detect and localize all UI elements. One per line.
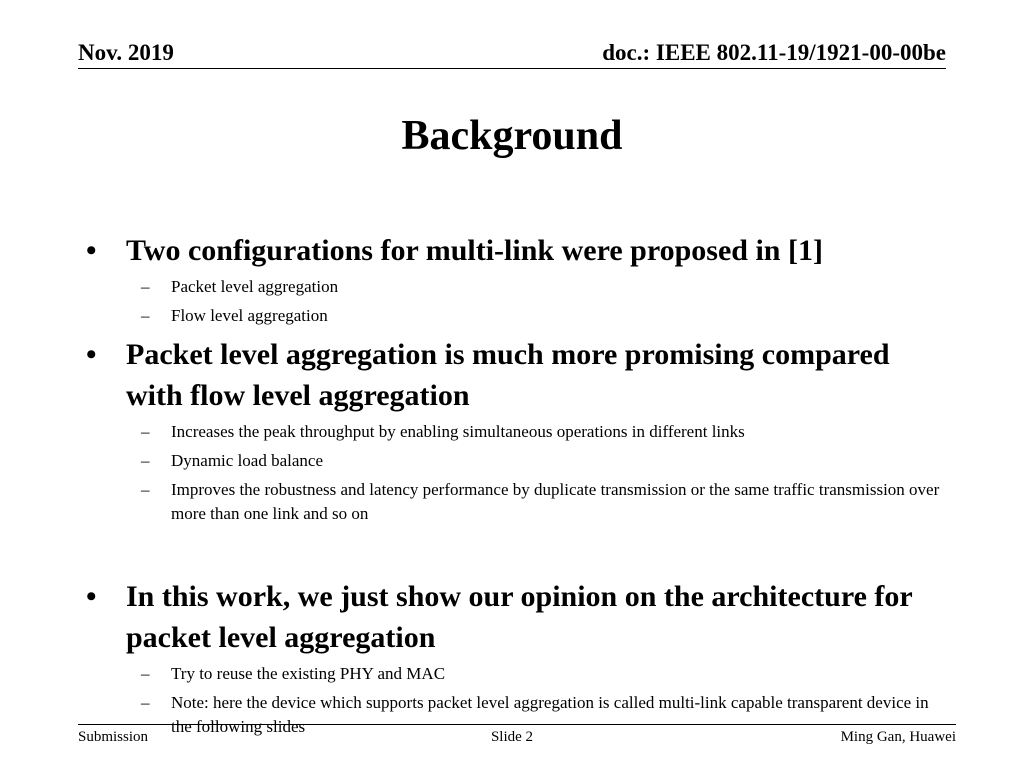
sub-item-text: Increases the peak throughput by enabling simultaneous operations in different links (171, 422, 745, 441)
sub-item (86, 304, 946, 328)
dash-icon: – (141, 277, 150, 296)
sub-item (86, 478, 946, 526)
bullet-3-subs (86, 662, 946, 739)
bullet-3 (86, 576, 946, 658)
footer-slide-number: Slide 2 (490, 729, 534, 745)
bullet-1 (86, 230, 946, 271)
bullet-2-subs (86, 420, 946, 526)
sub-item-text: Try to reuse the existing PHY and MAC (171, 664, 446, 683)
bullet-2-text: Packet level aggregation is much more promising compared with flow level aggregation (126, 338, 890, 412)
bullet-3-text: In this work, we just show our opinion on the architecture for packet level aggregation (126, 580, 913, 654)
footer-submission: Submission (78, 729, 149, 745)
sub-item (86, 275, 946, 299)
dash-icon: – (141, 693, 150, 712)
header-date: Nov. 2019 (78, 40, 174, 65)
sub-item-text: Flow level aggregation (171, 306, 328, 325)
spacer (86, 532, 946, 576)
sub-item-text: Packet level aggregation (171, 277, 339, 296)
dash-icon: – (141, 664, 150, 683)
sub-item-text: Improves the robustness and latency performance by duplicate transmission or the same traffic transmission over more than one link and so on (171, 480, 940, 523)
sub-item (86, 662, 946, 686)
footer-author: Ming Gan, Huawei (840, 729, 956, 745)
dash-icon: – (141, 480, 150, 499)
header-rule (78, 68, 946, 69)
bullet-icon: • (86, 580, 97, 613)
bullet-1-text: Two configurations for multi-link were proposed in [1] (126, 234, 823, 267)
sub-item-text: Dynamic load balance (171, 451, 323, 470)
dash-icon: – (141, 451, 150, 470)
bullet-icon: • (86, 338, 97, 371)
footer-rule (78, 724, 956, 725)
sub-item (86, 449, 946, 473)
dash-icon: – (141, 306, 150, 325)
slide-content (86, 230, 946, 745)
header-doc-id: doc.: IEEE 802.11-19/1921-00-00be (602, 40, 946, 65)
sub-item-text: Note: here the device which supports packet level aggregation is called multi-link capable transparent device in the following slides (171, 693, 929, 736)
bullet-2 (86, 334, 946, 416)
dash-icon: – (141, 422, 150, 441)
sub-item (86, 420, 946, 444)
bullet-icon: • (86, 234, 97, 267)
slide-title: Background (401, 113, 623, 159)
bullet-1-subs (86, 275, 946, 328)
